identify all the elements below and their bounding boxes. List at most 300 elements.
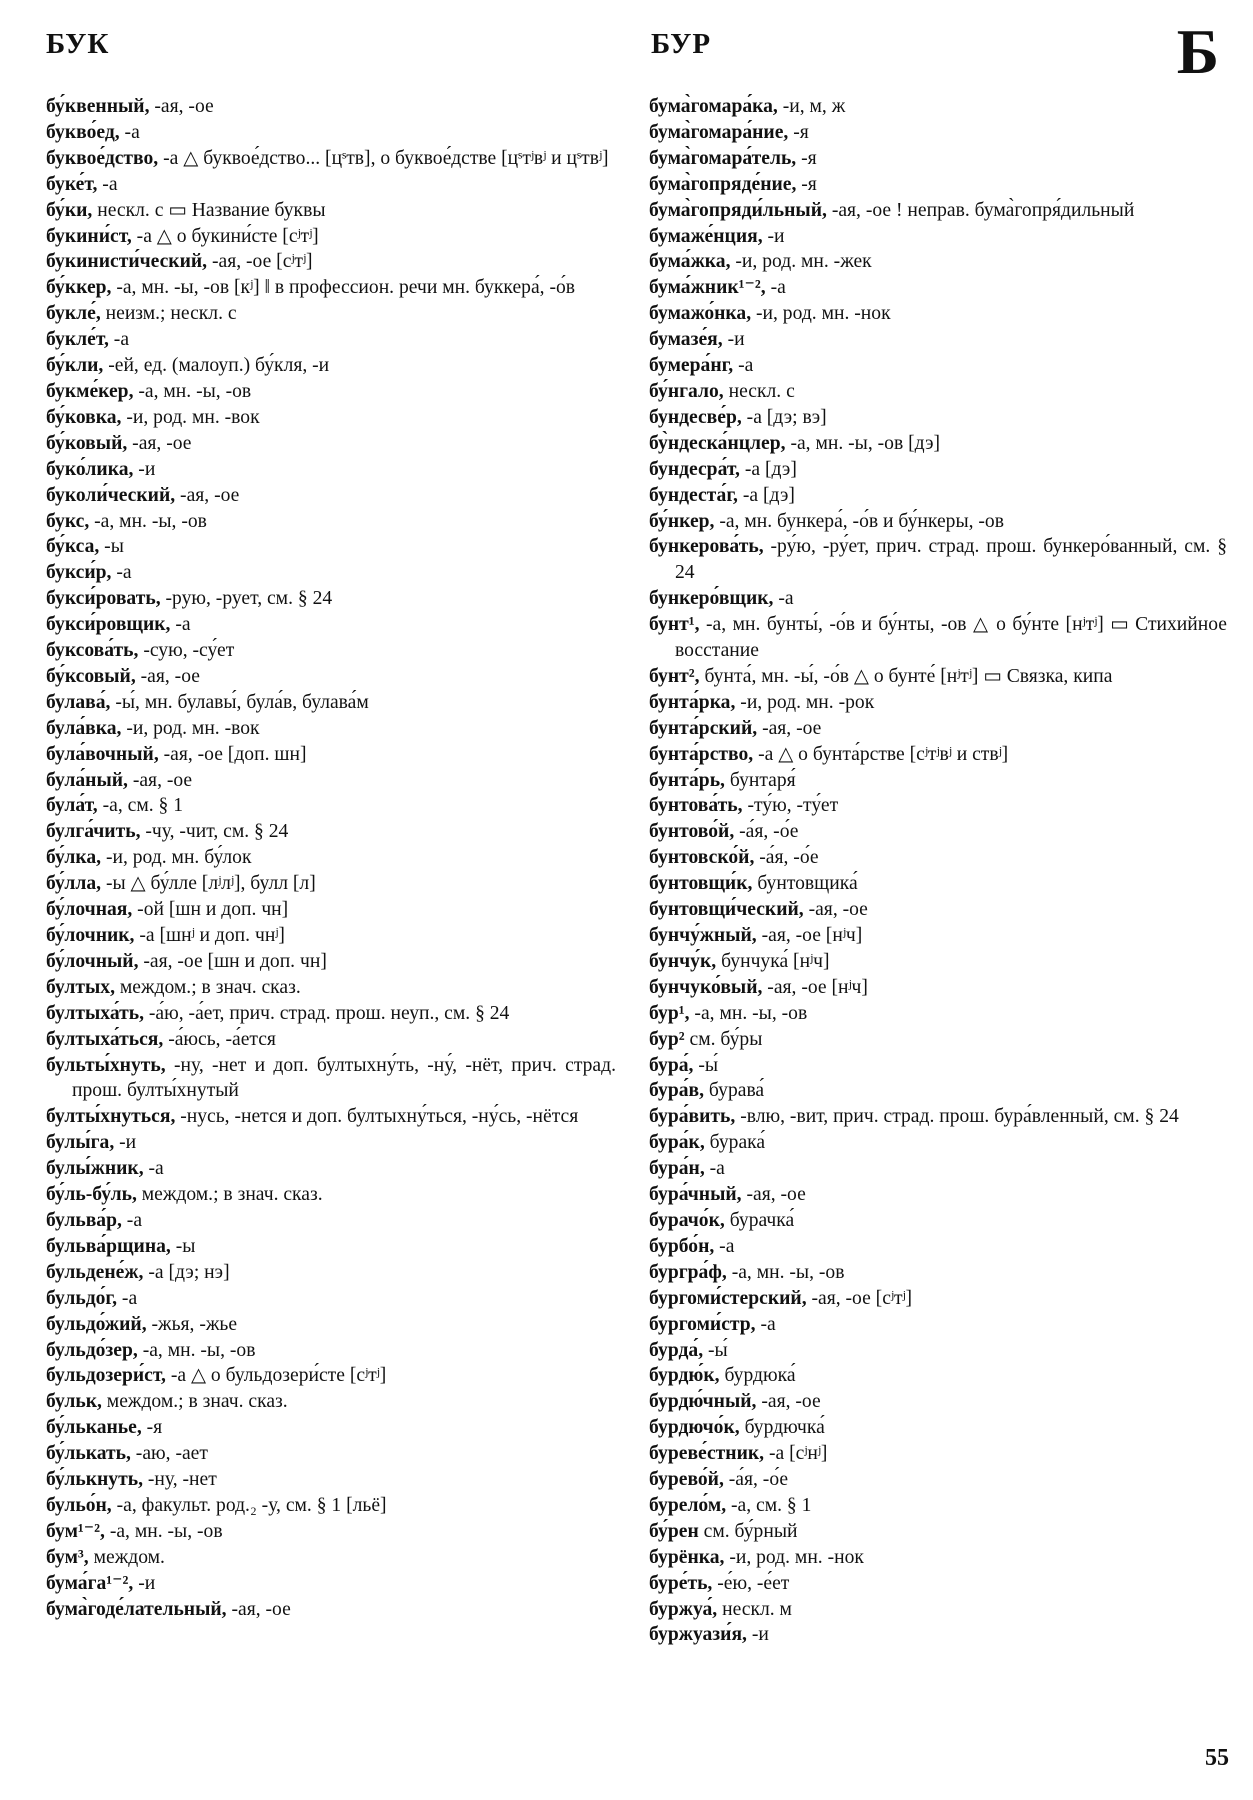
entry-headword: бунчу́к, — [649, 950, 717, 972]
dictionary-entry — [649, 94, 1227, 120]
entry-definition: -а́я, -о́е — [734, 821, 799, 843]
entry-headword: бульва́р, — [46, 1209, 122, 1231]
entry-definition: -а — [704, 1158, 725, 1180]
entry-headword: бура́в, — [649, 1080, 705, 1102]
dictionary-entry — [649, 1286, 1227, 1312]
entry-definition: -а́юсь, -а́ется — [163, 1028, 276, 1050]
entry-headword: бурачо́к, — [649, 1209, 725, 1231]
entry-headword: бунта́рь, — [649, 769, 725, 791]
dictionary-entry — [649, 1208, 1227, 1234]
entry-definition: -а́я, -о́е — [754, 847, 819, 869]
right-column — [649, 94, 1227, 1648]
entry-definition: междом.; в знач. сказ. — [136, 1184, 323, 1206]
entry-headword: бунт², — [649, 665, 700, 687]
dictionary-entry — [46, 301, 616, 327]
entry-headword: бульдо́жий, — [46, 1313, 147, 1335]
entry-headword: бу́ковый, — [46, 432, 128, 454]
entry-headword: бульты́хнуть, — [46, 1054, 166, 1076]
left-column — [46, 94, 616, 1622]
entry-headword: бургоми́стерский, — [649, 1287, 807, 1309]
entry-definition: -ая, -ое [сʲтʲ] — [207, 251, 313, 273]
dictionary-entry — [46, 638, 616, 664]
entry-headword: булты́хнуться, — [46, 1106, 176, 1128]
entry-definition: -а, мн. -ы, -ов — [133, 380, 252, 402]
entry-definition: -ы́ — [693, 1054, 719, 1076]
dictionary-entry — [649, 1519, 1227, 1545]
entry-definition: междом.; в знач. сказ. — [114, 976, 301, 998]
entry-headword: бума́га¹⁻², — [46, 1572, 134, 1594]
entry-headword: бумазе́я, — [649, 329, 723, 351]
dictionary-entry — [46, 1156, 616, 1182]
entry-headword: бунтовщи́к, — [649, 873, 753, 895]
entry-headword: бу́ккер, — [46, 277, 112, 299]
entry-definition: -ая, -ое — [135, 665, 200, 687]
entry-definition: -ая, -ое — [226, 1598, 291, 1620]
entry-headword: бу́ковка, — [46, 406, 122, 428]
entry-definition: -ы — [170, 1235, 196, 1257]
entry-headword: бурёнка, — [649, 1546, 725, 1568]
entry-headword: бульдозери́ст, — [46, 1365, 166, 1387]
dictionary-entry — [46, 949, 616, 975]
entry-definition: -а, факульт. род.₂ -у, см. § 1 [льё] — [111, 1494, 387, 1516]
entry-headword: бу́лочник, — [46, 925, 135, 946]
dictionary-entry — [46, 534, 616, 560]
entry-headword: букле́т, — [46, 329, 109, 351]
entry-definition: -а — [121, 1209, 143, 1231]
dictionary-entry — [649, 509, 1227, 535]
entry-headword: букинисти́ческий, — [46, 251, 208, 273]
entry-definition: -я — [796, 173, 817, 195]
dictionary-entry — [46, 923, 616, 949]
entry-definition: -и — [114, 1132, 137, 1154]
entry-headword: бура́к, — [649, 1132, 705, 1154]
entry-definition: -а [дэ] — [737, 484, 795, 506]
entry-definition: -я — [796, 147, 817, 169]
entry-definition: -а, мн. -ы, -ов — [137, 1339, 256, 1361]
entry-definition: -рую, -рует, см. § 24 — [160, 588, 333, 610]
dictionary-entry — [649, 1467, 1227, 1493]
entry-definition: -а, мн. -ы, -ов — [689, 1002, 808, 1024]
entry-headword: бульо́н, — [46, 1494, 112, 1516]
entry-headword: бума́жка, — [649, 251, 731, 273]
dictionary-entry — [46, 1053, 616, 1105]
dictionary-entry — [649, 612, 1227, 664]
dictionary-entry — [46, 1441, 616, 1467]
entry-headword: бундесра́т, — [649, 458, 740, 480]
entry-headword: бум¹⁻², — [46, 1520, 105, 1542]
dictionary-entry — [46, 483, 616, 509]
entry-definition: -ая, -ое — [757, 717, 822, 739]
dictionary-entry — [46, 120, 616, 146]
dictionary-entry — [46, 327, 616, 353]
dictionary-entry — [46, 664, 616, 690]
entry-headword: бурево́й, — [649, 1469, 724, 1491]
entry-definition: -а [шнʲ и доп. чнʲ] — [134, 925, 285, 946]
entry-headword: букси́ровщик, — [46, 614, 171, 636]
dictionary-entry — [649, 1389, 1227, 1415]
entry-definition: нескл. м — [717, 1598, 792, 1620]
entry-headword: буко́лика, — [46, 458, 134, 480]
entry-definition: -а, см. § 1 — [726, 1494, 812, 1516]
entry-headword: булы́га, — [46, 1132, 115, 1154]
entry-definition: -а — [170, 614, 191, 636]
entry-headword: бума̀гомара́ка, — [649, 96, 778, 117]
entry-definition: -а — [108, 329, 130, 351]
entry-definition: -ы △ бу́лле [лʲлʲ], булл [л] — [101, 873, 316, 895]
entry-definition: -и — [133, 458, 156, 480]
entry-definition: бунтовщика́ — [752, 873, 858, 895]
dictionary-entry — [46, 405, 616, 431]
entry-definition: -ая, -ое ! неправ. бума̀гопря́дильный — [826, 199, 1135, 221]
entry-definition: -ы́, мн. булавы́, була́в, булава́м — [110, 691, 369, 713]
entry-definition: -и, род. мн. -нок — [724, 1546, 864, 1568]
entry-headword: бурдю́к, — [649, 1365, 720, 1387]
entry-headword: бу́лла, — [46, 873, 102, 895]
entry-headword: буке́т, — [46, 173, 98, 195]
entry-headword: бу́ксовый, — [46, 665, 136, 687]
entry-headword: бунтовщи́ческий, — [649, 899, 804, 921]
dictionary-entry — [46, 1260, 616, 1286]
entry-headword: бульк, — [46, 1391, 102, 1413]
dictionary-entry — [46, 1597, 616, 1623]
dictionary-entry — [649, 327, 1227, 353]
entry-definition: неизм.; нескл. с — [100, 303, 237, 325]
dictionary-entry — [649, 1104, 1227, 1130]
dictionary-entry — [46, 1286, 616, 1312]
entry-headword: бунтова́ть, — [649, 795, 743, 817]
entry-definition: -а [дэ; вэ] — [741, 406, 827, 428]
entry-headword: бума̀гомара́тель, — [649, 147, 797, 169]
dictionary-entry — [649, 742, 1227, 768]
entry-definition: -ая, -ое — [127, 769, 193, 791]
entry-definition: -и — [133, 1572, 156, 1594]
entry-definition: -а — [755, 1313, 776, 1335]
entry-definition: -а — [773, 588, 794, 610]
dictionary-entry — [649, 1156, 1227, 1182]
entry-definition: -ая, -ое — [803, 899, 868, 921]
entry-headword: бунта́рка, — [649, 691, 736, 713]
entry-headword: бу́лькать, — [46, 1443, 131, 1465]
dictionary-entry — [649, 949, 1227, 975]
entry-headword: бурдючо́к, — [649, 1417, 740, 1439]
entry-definition: -и, м, ж — [777, 96, 846, 117]
entry-definition: -ая, -ое — [127, 432, 192, 454]
entry-definition: -а — [714, 1235, 735, 1257]
dictionary-entry — [46, 975, 616, 1001]
entry-definition: см. бу́ры — [684, 1028, 763, 1050]
dictionary-entry — [46, 690, 616, 716]
dictionary-entry — [649, 768, 1227, 794]
dictionary-entry — [46, 172, 616, 198]
entry-definition: бурака́ — [704, 1132, 766, 1154]
page-number: 55 — [1205, 1745, 1229, 1771]
entry-definition: -а — [117, 1287, 138, 1309]
entry-definition: -чу, -чит, см. § 24 — [140, 821, 289, 843]
entry-headword: букс, — [46, 510, 90, 532]
dictionary-entry — [649, 224, 1227, 250]
entry-headword: булы́жник, — [46, 1158, 144, 1180]
entry-definition: -а △ буквое́дство... [цˢтв], о буквое́дстве [цˢтʲвʲ и цˢтвʲ] — [158, 147, 609, 169]
entry-headword: бума̀гомара́ние, — [649, 121, 789, 143]
dictionary-entry — [649, 871, 1227, 897]
entry-headword: бум³, — [46, 1546, 89, 1568]
entry-headword: бу́кли, — [46, 355, 104, 377]
entry-definition: -и — [762, 225, 785, 247]
entry-definition: -нусь, -нется и доп. бултыхну́ться, -ну́сь, -нётся — [175, 1106, 579, 1128]
entry-definition: бурдюка́ — [719, 1365, 796, 1387]
dictionary-entry — [46, 379, 616, 405]
dictionary-entry — [649, 1234, 1227, 1260]
dictionary-entry — [46, 94, 616, 120]
dictionary-entry — [46, 612, 616, 638]
entry-headword: бурело́м, — [649, 1494, 727, 1516]
entry-definition: -ая, -ое [сʲтʲ] — [806, 1287, 913, 1309]
dictionary-entry — [46, 431, 616, 457]
dictionary-entry — [46, 871, 616, 897]
entry-headword: букси́р, — [46, 562, 112, 584]
entry-definition: -ы — [99, 536, 124, 558]
entry-headword: бурбо́н, — [649, 1235, 715, 1257]
dictionary-entry — [649, 483, 1227, 509]
entry-headword: бунтовско́й, — [649, 847, 755, 869]
entry-definition: см. бу́рный — [698, 1520, 798, 1542]
dictionary-entry — [649, 1338, 1227, 1364]
entry-definition: -а — [119, 121, 140, 143]
dictionary-entry — [649, 1001, 1227, 1027]
entry-headword: буксова́ть, — [46, 640, 139, 662]
dictionary-entry — [46, 793, 616, 819]
entry-headword: бу́кса, — [46, 536, 100, 558]
dictionary-entry — [649, 664, 1227, 690]
entry-definition: бунтаря́ — [724, 769, 796, 791]
dictionary-entry — [46, 275, 616, 301]
entry-headword: бу́ки, — [46, 199, 93, 221]
entry-headword: бу́лочная, — [46, 899, 133, 921]
dictionary-entry — [46, 1234, 616, 1260]
dictionary-entry — [649, 1053, 1227, 1079]
entry-definition: бурачка́ — [724, 1209, 795, 1231]
dictionary-entry — [46, 716, 616, 742]
entry-headword: була́вка, — [46, 717, 122, 739]
dictionary-entry — [46, 1389, 616, 1415]
dictionary-entry — [649, 301, 1227, 327]
entry-definition: -е́ю, -е́ет — [712, 1572, 790, 1594]
entry-headword: бума̀гопряде́ние, — [649, 173, 797, 195]
entry-headword: бур² — [649, 1028, 685, 1050]
entry-definition: -и, род. мн. бу́лок — [101, 847, 252, 869]
entry-headword: бумаже́нция, — [649, 225, 763, 247]
entry-definition: -а, мн. -ы, -ов [дэ] — [785, 432, 941, 454]
entry-headword: бу́лка, — [46, 847, 102, 869]
entry-definition: -а, см. § 1 — [97, 795, 184, 817]
entry-headword: букво́ед, — [46, 121, 120, 143]
entry-definition: -а́ю, -а́ет, прич. страд. прош. неуп., см. § 24 — [144, 1002, 510, 1024]
entry-headword: бумера́нг, — [649, 355, 734, 377]
entry-headword: бумажо́нка, — [649, 303, 752, 325]
entry-definition: -и, род. мн. -рок — [735, 691, 875, 713]
entry-definition: -влю, -вит, прич. страд. прош. бура́вленный, см. § 24 — [735, 1106, 1179, 1128]
entry-definition: -а [дэ; нэ] — [143, 1261, 230, 1283]
dictionary-entry — [649, 249, 1227, 275]
entry-headword: бу́льканье, — [46, 1417, 142, 1439]
dictionary-entry — [46, 742, 616, 768]
entry-definition: -а △ о бунта́рстве [сʲтʲвʲ и ствʲ] — [753, 743, 1009, 765]
entry-definition: -а, мн. бунты́, -о́в и бу́нты, -ов △ о бу́нте [нʲтʲ] ▭ Стихийное восстание — [675, 614, 1227, 662]
entry-headword: бунт¹, — [649, 614, 700, 636]
entry-definition: -ей, ед. (малоуп.) бу́кля, -и — [103, 355, 330, 377]
dictionary-entry — [46, 819, 616, 845]
entry-headword: бурда́, — [649, 1339, 704, 1361]
dictionary-entry — [649, 1130, 1227, 1156]
entry-headword: бункеро́вщик, — [649, 588, 774, 610]
dictionary-entry — [46, 509, 616, 535]
entry-definition: -а, мн. -ы, -ов — [104, 1520, 223, 1542]
dictionary-entry — [46, 1182, 616, 1208]
entry-headword: бу̀ндеска́нцлер, — [649, 432, 786, 454]
entry-definition: -и, род. мн. -нок — [751, 303, 891, 325]
entry-headword: буре́ть, — [649, 1572, 713, 1594]
dictionary-entry — [46, 560, 616, 586]
dictionary-entry — [46, 353, 616, 379]
dictionary-entry — [649, 457, 1227, 483]
entry-headword: бур¹, — [649, 1002, 690, 1024]
section-letter: Б — [1176, 16, 1219, 87]
left-guide-word: БУК — [46, 28, 110, 60]
entry-headword: бульдене́ж, — [46, 1261, 144, 1283]
dictionary-entry — [46, 1363, 616, 1389]
entry-definition: -и, род. мн. -вок — [121, 406, 260, 428]
entry-headword: бу́нкер, — [649, 510, 715, 532]
dictionary-entry — [46, 1338, 616, 1364]
entry-definition: -я — [788, 121, 809, 143]
entry-definition: -а △ о бульдозери́сте [сʲтʲ] — [165, 1365, 387, 1387]
entry-headword: бура́, — [649, 1054, 694, 1076]
entry-definition: -а, мн. -ы, -ов — [89, 510, 207, 532]
dictionary-entry — [649, 1078, 1227, 1104]
entry-headword: бура́вить, — [649, 1106, 736, 1128]
dictionary-entry — [649, 1622, 1227, 1648]
entry-headword: бума̀годе́лательный, — [46, 1598, 227, 1620]
dictionary-entry — [649, 120, 1227, 146]
dictionary-entry — [649, 405, 1227, 431]
entry-headword: буреве́стник, — [649, 1443, 765, 1465]
entry-definition: нескл. с ▭ Название буквы — [92, 199, 326, 221]
dictionary-entry — [649, 172, 1227, 198]
entry-definition: -а — [143, 1158, 164, 1180]
dictionary-entry — [649, 1545, 1227, 1571]
entry-definition: -а, мн. бункера́, -о́в и бу́нкеры, -ов — [714, 510, 1004, 532]
dictionary-entry — [46, 1467, 616, 1493]
dictionary-entry — [649, 275, 1227, 301]
entry-headword: бурдю́чный, — [649, 1391, 757, 1413]
entry-headword: бундесве́р, — [649, 406, 742, 428]
entry-headword: букси́ровать, — [46, 588, 161, 610]
dictionary-entry — [46, 1493, 616, 1519]
entry-definition: -а́я, -о́е — [723, 1469, 789, 1491]
dictionary-entry — [46, 586, 616, 612]
dictionary-entry — [46, 1519, 616, 1545]
entry-headword: бульдо́зер, — [46, 1339, 138, 1361]
dictionary-entry — [46, 457, 616, 483]
dictionary-entry — [649, 586, 1227, 612]
dictionary-entry — [649, 1260, 1227, 1286]
entry-headword: була́т, — [46, 795, 98, 817]
entry-definition: -ая, -ое [доп. шн] — [158, 743, 307, 765]
entry-definition: -а, мн. -ы, -ов [кʲ] ‖ в профессион. речи мн. буккера́, -о́в — [111, 277, 576, 299]
dictionary-entry — [649, 1363, 1227, 1389]
entry-definition: -а — [111, 562, 132, 584]
dictionary-entry — [649, 146, 1227, 172]
entry-headword: букме́кер, — [46, 380, 134, 402]
entry-definition: -и — [746, 1624, 769, 1646]
dictionary-entry — [46, 249, 616, 275]
entry-definition: -ая, -ое [шн и доп. чн] — [138, 950, 327, 972]
dictionary-entry — [649, 1182, 1227, 1208]
entry-headword: бунта́рский, — [649, 717, 758, 739]
dictionary-entry — [46, 224, 616, 250]
entry-headword: бума̀гопряди́льный, — [649, 199, 827, 221]
dictionary-entry — [46, 198, 616, 224]
dictionary-entry — [46, 768, 616, 794]
entry-definition: -ая, -ое — [756, 1391, 821, 1413]
entry-headword: бунчуко́вый, — [649, 976, 763, 998]
entry-definition: -аю, -ает — [130, 1443, 208, 1465]
dictionary-entry — [649, 1597, 1227, 1623]
entry-headword: бу́лочный, — [46, 950, 139, 972]
entry-headword: бунчу́жный, — [649, 925, 757, 946]
dictionary-entry — [649, 1571, 1227, 1597]
dictionary-entry — [649, 1415, 1227, 1441]
dictionary-entry — [46, 1104, 616, 1130]
entry-definition: междом. — [88, 1546, 165, 1568]
dictionary-entry — [649, 379, 1227, 405]
entry-headword: бура́н, — [649, 1158, 705, 1180]
entry-definition: -сую, -су́ет — [138, 640, 235, 662]
dictionary-entry — [649, 1441, 1227, 1467]
dictionary-entry — [649, 1027, 1227, 1053]
entry-headword: була́вочный, — [46, 743, 159, 765]
dictionary-entry — [649, 198, 1227, 224]
dictionary-entry — [649, 793, 1227, 819]
entry-headword: бултых, — [46, 976, 115, 998]
entry-definition: нескл. с — [723, 380, 795, 402]
entry-definition: -ая, -ое [нʲч] — [762, 976, 868, 998]
dictionary-entry — [649, 1312, 1227, 1338]
entry-definition: -ту́ю, -ту́ет — [742, 795, 839, 817]
entry-definition: -ну, -нет и доп. бултыхну́ть, -ну́, -нёт, прич. страд. прош. булты́хнутый — [72, 1054, 616, 1102]
entry-headword: була́ный, — [46, 769, 128, 791]
entry-definition: -жья, -жье — [146, 1313, 238, 1335]
entry-headword: бундеста́г, — [649, 484, 738, 506]
entry-headword: булга́чить, — [46, 821, 141, 843]
entry-definition: -ая, -ое — [149, 96, 214, 117]
entry-definition: -а △ о букини́сте [сʲтʲ] — [131, 225, 319, 247]
dictionary-entry — [649, 353, 1227, 379]
entry-headword: бу́нгало, — [649, 380, 724, 402]
entry-definition: -а — [765, 277, 786, 299]
dictionary-entry — [649, 845, 1227, 871]
dictionary-entry — [46, 146, 616, 172]
entry-headword: буржуази́я, — [649, 1624, 747, 1646]
entry-definition: -а [сʲнʲ] — [764, 1443, 828, 1465]
dictionary-entry — [46, 1545, 616, 1571]
entry-headword: бу́квенный, — [46, 96, 150, 117]
dictionary-entry — [649, 534, 1227, 586]
entry-headword: бунта́рство, — [649, 743, 754, 765]
entry-headword: буржуа́, — [649, 1598, 718, 1620]
entry-headword: бу́рен — [649, 1520, 699, 1542]
entry-definition: -а — [733, 355, 754, 377]
